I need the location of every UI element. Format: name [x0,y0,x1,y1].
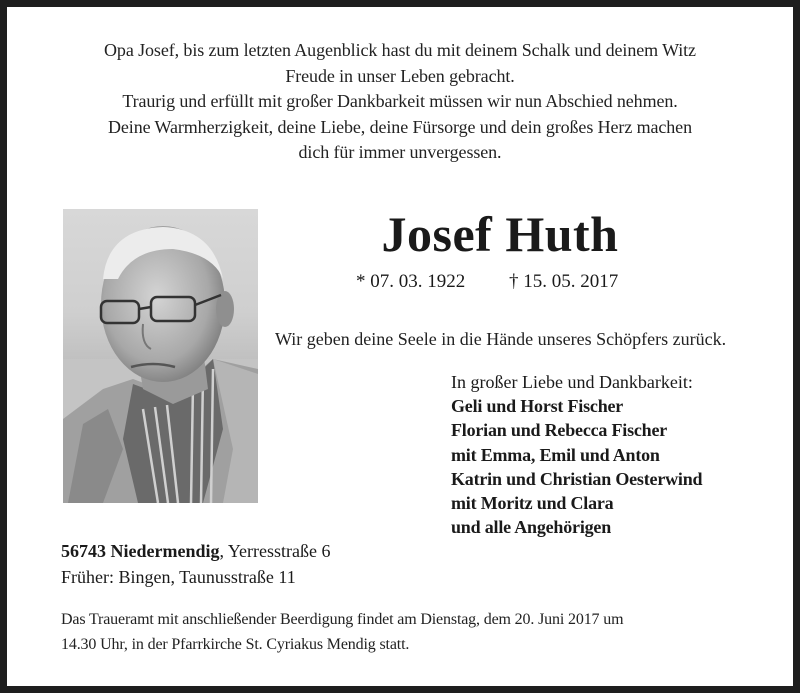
current-address [61,538,330,564]
intro-line: dich für immer unvergessen. [298,142,502,162]
death-date: † 15. 05. 2017 [509,271,619,292]
verse-text: Wir geben deine Seele in die Hände unseres Schöpfers zurück. [275,329,727,349]
mourner-name: Florian und Rebecca Fischer [451,420,668,441]
notice-line: 14.30 Uhr, in der Pfarrkirche St. Cyriakus Mendig statt. [61,636,410,653]
mourner-name: mit Moritz und Clara [451,493,614,514]
notice-line: Das Traueramt mit anschließender Beerdigung findet am Dienstag, dem 20. Juni 2017 um [61,611,624,628]
birth-date: * 07. 03. 1922 [356,271,466,292]
portrait-photo [63,209,258,503]
address-block [61,538,330,590]
mourners-list [451,370,702,539]
intro-line: Deine Warmherzigkeit, deine Liebe, deine Fürsorge und dein großes Herz machen [108,116,692,137]
mourner-name: und alle Angehörigen [451,517,612,538]
address-city: 56743 Niedermendig [61,541,220,561]
intro-poem [0,38,800,166]
mourner-name: mit Emma, Emil und Anton [451,444,660,465]
mourner-name: Katrin und Christian Oesterwind [451,468,703,489]
former-address: Früher: Bingen, Taunusstraße 11 [61,567,296,587]
address-street: , Yerresstraße 6 [219,541,331,561]
intro-line: Traurig und erfüllt mit großer Dankbarkeit müssen wir nun Abschied nehmen. [122,91,678,111]
intro-line: Freude in unser Leben gebracht. [285,65,515,86]
deceased-name: Josef Huth [381,206,619,262]
funeral-notice [61,607,623,657]
mourners-lead: In großer Liebe und Dankbarkeit: [451,372,693,392]
mourner-name: Geli und Horst Fischer [451,396,624,417]
intro-line: Opa Josef, bis zum letzten Augenblick hast du mit deinem Schalk und deinem Witz [104,40,696,60]
